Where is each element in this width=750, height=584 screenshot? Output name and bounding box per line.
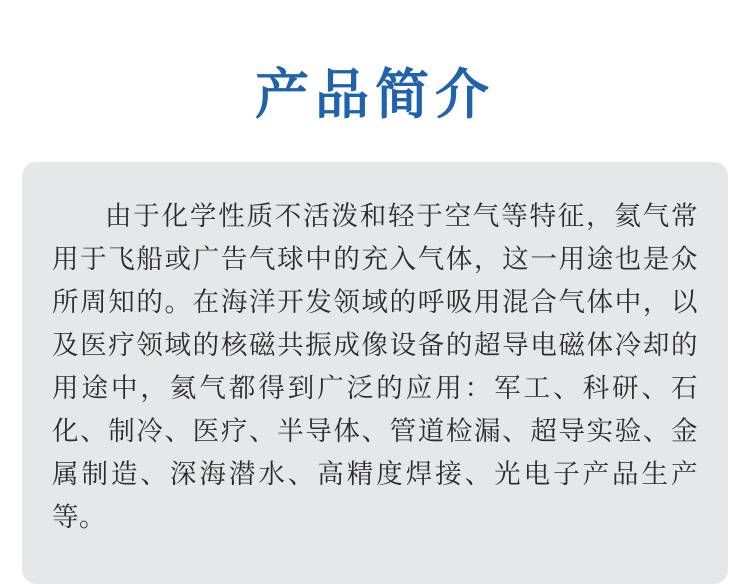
content-card — [22, 162, 728, 583]
product-intro-page — [0, 36, 750, 579]
product-description-text: 由于化学性质不活泼和轻于空气等特征，氦气常用于飞船或广告气球中的充入气体，这一用途也是众所周知的。在海洋开发领域的呼吸用混合气体中，以及医疗领域的核磁共振成像设备的超导电磁体冷却的用途中，氦气都得到广泛的应用：军工、科研、石化、制冷、医疗、半导体、管道检漏、超导实验、金属制造、深海潜水、高精度焊接、光电子产品生产等。 — [52, 201, 698, 533]
page-title: 产品简介 — [255, 63, 495, 127]
